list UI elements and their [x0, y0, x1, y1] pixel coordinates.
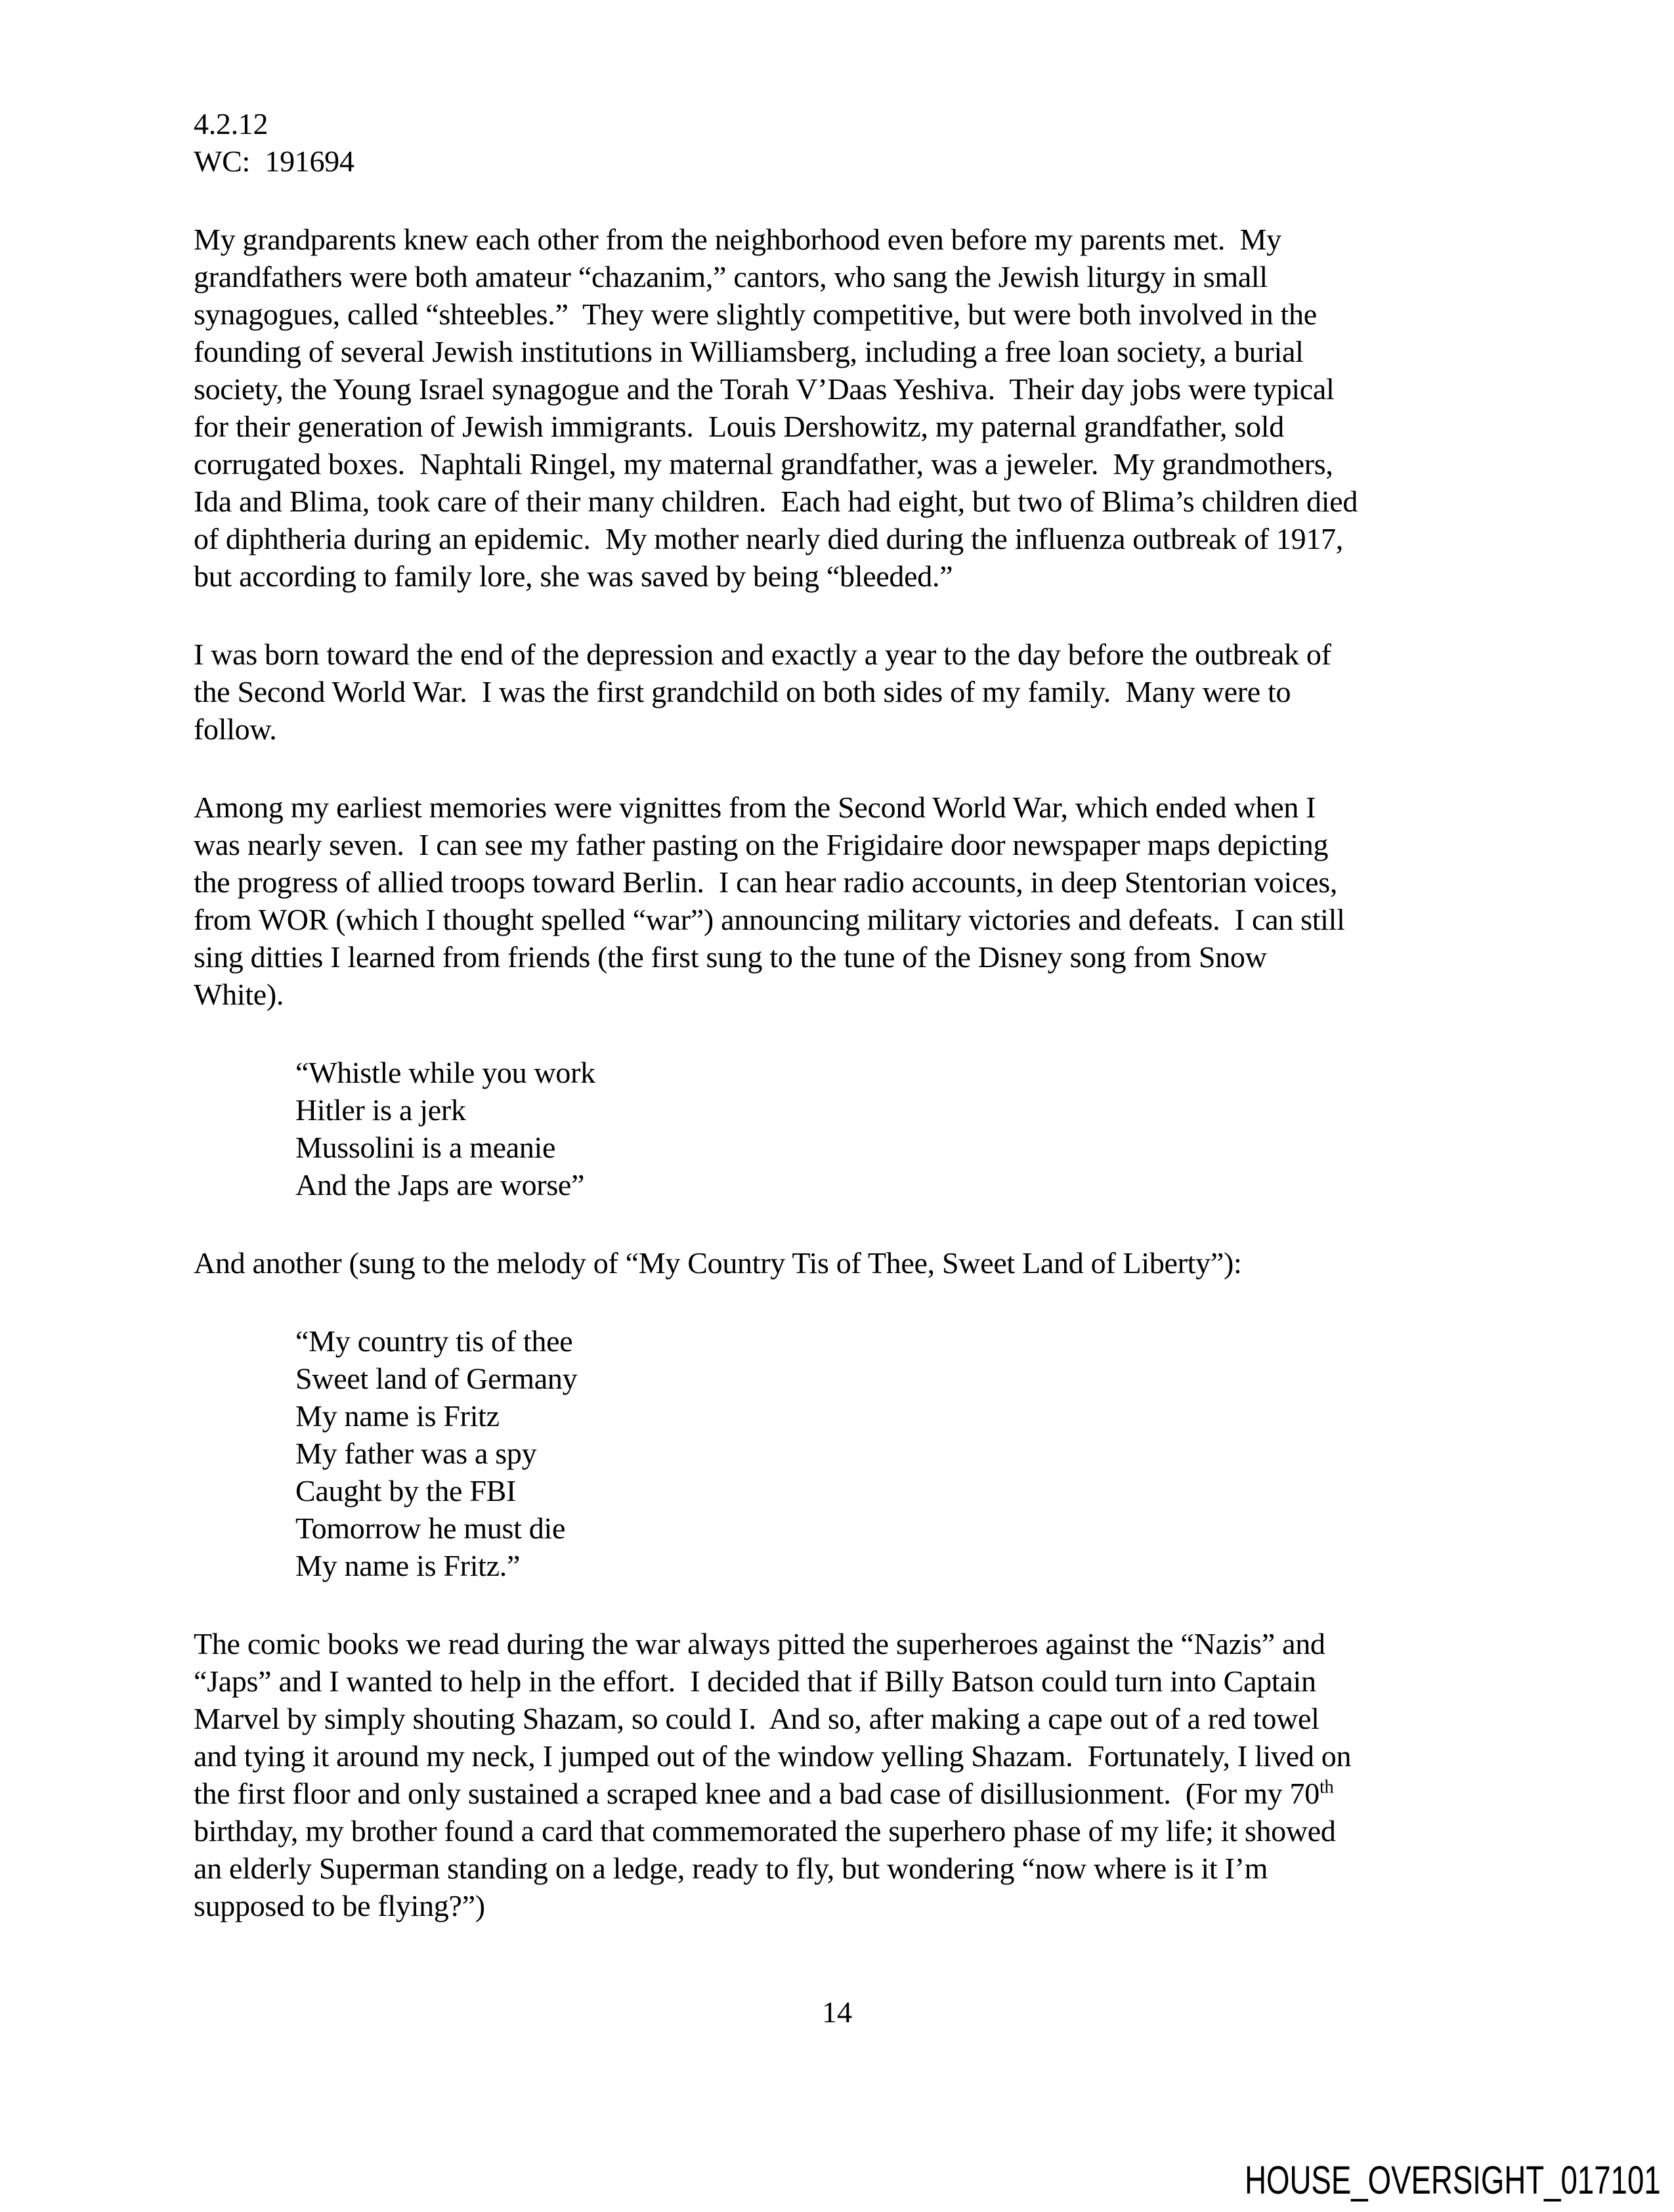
text-line: the Second World War. I was the first grandchild on both sides of my family. Many were to	[194, 675, 1291, 708]
header-word-count: WC: 191694	[194, 144, 354, 178]
page-number: 14	[822, 1995, 852, 2029]
text-line: White).	[194, 978, 284, 1011]
verse-my-country	[194, 1322, 1513, 1584]
text-line: birthday, my brother found a card that commemorated the superhero phase of my life; it showed	[194, 1814, 1336, 1848]
text-line: was nearly seven. I can see my father pasting on the Frigidaire door newspaper maps depicting	[194, 828, 1329, 861]
text-line: supposed to be flying?”)	[194, 1889, 485, 1922]
paragraph-comic-books	[194, 1625, 1513, 1924]
text-line: My grandparents knew each other from the neighborhood even before my parents met. My	[194, 223, 1281, 256]
text-line: Ida and Blima, took care of their many children. Each had eight, but two of Blima’s children died	[194, 485, 1358, 518]
text-line: “Japs” and I wanted to help in the effort. I decided that if Billy Batson could turn into Captain	[194, 1664, 1316, 1698]
verse-line: Hitler is a jerk	[295, 1093, 466, 1127]
text-line: The comic books we read during the war always pitted the superheroes against the “Nazis” and	[194, 1627, 1325, 1660]
text-line: of diphtheria during an epidemic. My mother nearly died during the influenza outbreak of 1917,	[194, 522, 1343, 555]
text-line: an elderly Superman standing on a ledge, ready to fly, but wondering “now where is it I’m	[194, 1852, 1268, 1885]
text-line: Among my earliest memories were vignittes from the Second World War, which ended when I	[194, 791, 1316, 824]
bates-stamp: HOUSE_OVERSIGHT_017101	[1245, 2158, 1661, 2202]
text-line: but according to family lore, she was saved by being “bleeded.”	[194, 559, 953, 593]
verse-line: Mussolini is a meanie	[295, 1131, 556, 1164]
text-line: from WOR (which I thought spelled “war”) announcing military victories and defeats. I can still	[194, 903, 1345, 936]
verse-line: “My country tis of thee	[295, 1324, 573, 1358]
page-content	[194, 105, 1513, 1965]
text-line: And another (sung to the melody of “My Country Tis of Thee, Sweet Land of Liberty”):	[194, 1246, 1242, 1280]
text-line: I was born toward the end of the depression and exactly a year to the day before the outbreak of	[194, 638, 1331, 671]
verse-line: “Whistle while you work	[295, 1056, 595, 1089]
paragraph-born	[194, 636, 1513, 748]
verse-whistle	[194, 1054, 1513, 1204]
verse-line: My name is Fritz	[295, 1399, 500, 1433]
verse-line: And the Japs are worse”	[295, 1168, 585, 1202]
text-line: and tying it around my neck, I jumped out of the window yelling Shazam. Fortunately, I lived on	[194, 1739, 1352, 1773]
text-line: grandfathers were both amateur “chazanim,” cantors, who sang the Jewish liturgy in small	[194, 260, 1268, 293]
verse-line: My father was a spy	[295, 1437, 537, 1470]
paragraph-and-another	[194, 1244, 1513, 1282]
paragraph-grandparents	[194, 221, 1513, 595]
text-line: Marvel by simply shouting Shazam, so could I. And so, after making a cape out of a red towel	[194, 1702, 1320, 1735]
verse-line: My name is Fritz.”	[295, 1549, 521, 1582]
header-date: 4.2.12	[194, 107, 268, 141]
text-line: corrugated boxes. Naphtali Ringel, my maternal grandfather, was a jeweler. My grandmothers,	[194, 447, 1333, 481]
verse-line: Sweet land of Germany	[295, 1362, 578, 1395]
text-line: founding of several Jewish institutions in Williamsberg, including a free loan society, a burial	[194, 335, 1304, 368]
verse-line: Caught by the FBI	[295, 1474, 517, 1507]
verse-line: Tomorrow he must die	[295, 1511, 566, 1545]
text-line: society, the Young Israel synagogue and the Torah V’Daas Yeshiva. Their day jobs were typical	[194, 372, 1335, 406]
text-line: synagogues, called “shteebles.” They were slightly competitive, but were both involved in the	[194, 297, 1317, 331]
paragraph-memories	[194, 789, 1513, 1013]
text-line: sing ditties I learned from friends (the first sung to the tune of the Disney song from Snow	[194, 940, 1267, 974]
text-line: the first floor and only sustained a scraped knee and a bad case of disillusionment. (For my 70th	[194, 1777, 1334, 1810]
text-line: for their generation of Jewish immigrants. Louis Dershowitz, my paternal grandfather, sold	[194, 410, 1284, 443]
text-line: the progress of allied troops toward Berlin. I can hear radio accounts, in deep Stentorian voices,	[194, 865, 1338, 899]
header-block	[194, 105, 1513, 180]
text-line: follow.	[194, 712, 277, 746]
